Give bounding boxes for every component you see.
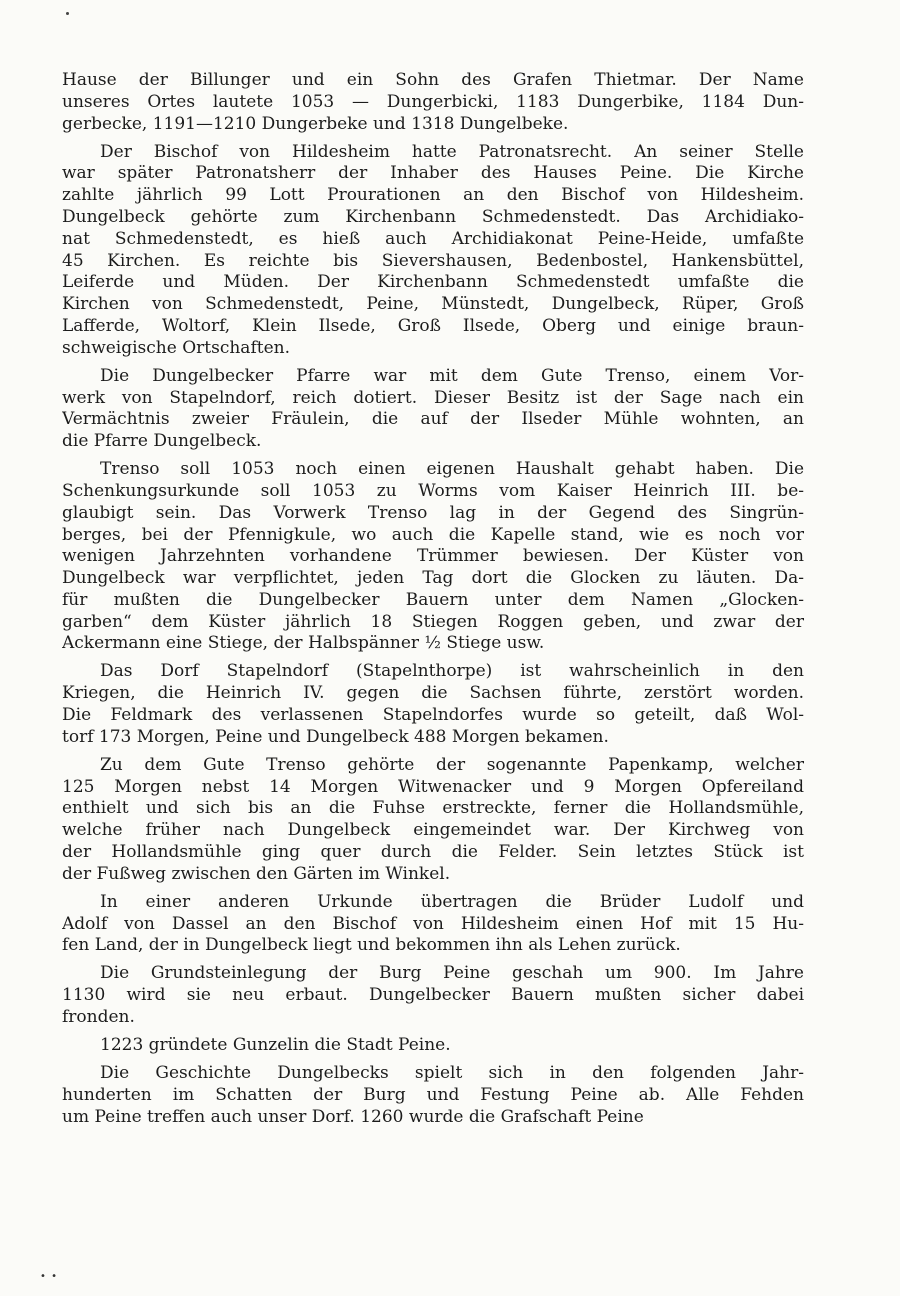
text-line: wenigen Jahrzehnten vorhandene Trümmer bewiesen. Der Küster von xyxy=(62,546,804,567)
text-line: schweigische Ortschaften. xyxy=(62,337,290,358)
text-line: Kirchen von Schmedenstedt, Peine, Münstedt, Dungelbeck, Rüper, Groß xyxy=(62,294,804,315)
text-line: Vermächtnis zweier Fräulein, die auf der Ilseder Mühle wohnten, an xyxy=(62,409,804,430)
text-line: Zu dem Gute Trenso gehörte der sogenannte Papenkamp, welcher xyxy=(100,754,804,775)
paragraph xyxy=(62,1063,804,1128)
text-line: Schenkungsurkunde soll 1053 zu Worms vom Kaiser Heinrich III. be- xyxy=(62,480,804,501)
text-line: In einer anderen Urkunde übertragen die Brüder Ludolf und xyxy=(100,891,804,912)
paragraph xyxy=(62,963,804,1028)
paragraph xyxy=(62,755,804,886)
text-line: zahlte jährlich 99 Lott Prourationen an den Bischof von Hildesheim. xyxy=(62,185,804,206)
text-line: nat Schmedenstedt, es hieß auch Archidiakonat Peine-Heide, umfaßte xyxy=(62,228,804,249)
text-line: fen Land, der in Dungelbeck liegt und bekommen ihn als Lehen zurück. xyxy=(62,935,681,956)
text-line: Trenso soll 1053 noch einen eigenen Haushalt gehabt haben. Die xyxy=(100,459,804,480)
text-line: gerbecke, 1191—1210 Dungerbeke und 1318 Dungelbeke. xyxy=(62,113,569,134)
paragraph xyxy=(62,366,804,453)
text-line: Dungelbeck gehörte zum Kirchenbann Schmedenstedt. Das Archidiako- xyxy=(62,206,804,227)
text-line: berges, bei der Pfennigkule, wo auch die Kapelle stand, wie es noch vor xyxy=(62,524,804,545)
text-line: enthielt und sich bis an die Fuhse erstreckte, ferner die Hollandsmühle, xyxy=(62,798,804,819)
text-line: für mußten die Dungelbecker Bauern unter dem Namen „Glocken- xyxy=(62,589,804,610)
text-line: der Fußweg zwischen den Gärten im Winkel. xyxy=(62,863,451,884)
text-line: torf 173 Morgen, Peine und Dungelbeck 488 Morgen bekamen. xyxy=(62,726,609,747)
text-line: Die Dungelbecker Pfarre war mit dem Gute Trenso, einem Vor- xyxy=(100,365,804,386)
text-line: Hause der Billunger und ein Sohn des Grafen Thietmar. Der Name xyxy=(62,70,804,90)
paragraph xyxy=(62,459,804,655)
document-page xyxy=(62,70,804,1270)
text-line: Leiferde und Müden. Der Kirchenbann Schmedenstedt umfaßte die xyxy=(62,272,804,293)
text-line: um Peine treffen auch unser Dorf. 1260 wurde die Grafschaft Peine xyxy=(62,1106,644,1127)
text-line: fronden. xyxy=(62,1006,135,1027)
text-line: Der Bischof von Hildesheim hatte Patronatsrecht. An seiner Stelle xyxy=(100,141,804,162)
text-line: Dungelbeck war verpflichtet, jeden Tag dort die Glocken zu läuten. Da- xyxy=(62,568,804,589)
footer-mark: • • xyxy=(40,1271,58,1282)
text-line: werk von Stapelndorf, reich dotiert. Dieser Besitz ist der Sage nach ein xyxy=(62,387,804,408)
text-line: garben“ dem Küster jährlich 18 Stiegen Roggen geben, und zwar der xyxy=(62,611,804,632)
text-line: der Hollandsmühle ging quer durch die Felder. Sein letztes Stück ist xyxy=(62,842,804,863)
text-line: war später Patronatsherr der Inhaber des Hauses Peine. Die Kirche xyxy=(62,163,804,184)
scan-speck xyxy=(66,12,69,15)
text-line: unseres Ortes lautete 1053 — Dungerbicki, 1183 Dungerbike, 1184 Dun- xyxy=(62,91,804,112)
paragraph xyxy=(62,661,804,748)
text-line: Ackermann eine Stiege, der Halbspänner ½ Stiege usw. xyxy=(62,633,545,654)
text-line: 125 Morgen nebst 14 Morgen Witwenacker und 9 Morgen Opfereiland xyxy=(62,776,804,797)
paragraph xyxy=(62,142,804,360)
text-line: Adolf von Dassel an den Bischof von Hildesheim einen Hof mit 15 Hu- xyxy=(62,913,804,934)
paragraph xyxy=(62,1035,804,1057)
text-line: Die Feldmark des verlassenen Stapelndorfes wurde so geteilt, daß Wol- xyxy=(62,705,804,726)
text-line: hunderten im Schatten der Burg und Festung Peine ab. Alle Fehden xyxy=(62,1084,804,1105)
text-line: Das Dorf Stapelndorf (Stapelnthorpe) ist wahrscheinlich in den xyxy=(100,661,804,682)
text-line: die Pfarre Dungelbeck. xyxy=(62,431,262,452)
text-line: Kriegen, die Heinrich IV. gegen die Sachsen führte, zerstört worden. xyxy=(62,683,804,704)
text-line: Die Geschichte Dungelbecks spielt sich in den folgenden Jahr- xyxy=(100,1062,804,1083)
text-line: welche früher nach Dungelbeck eingemeindet war. Der Kirchweg von xyxy=(62,820,804,841)
text-line: Lafferde, Woltorf, Klein Ilsede, Groß Ilsede, Oberg und einige braun- xyxy=(62,315,804,336)
text-line: 1130 wird sie neu erbaut. Dungelbecker Bauern mußten sicher dabei xyxy=(62,985,804,1006)
text-line: Die Grundsteinlegung der Burg Peine geschah um 900. Im Jahre xyxy=(100,963,804,984)
text-line: glaubigt sein. Das Vorwerk Trenso lag in der Gegend des Singrün- xyxy=(62,502,804,523)
text-line: 45 Kirchen. Es reichte bis Sievershausen, Bedenbostel, Hankensbüttel, xyxy=(62,250,804,271)
paragraph xyxy=(62,892,804,957)
text-line: 1223 gründete Gunzelin die Stadt Peine. xyxy=(100,1034,451,1055)
paragraph xyxy=(62,70,804,135)
